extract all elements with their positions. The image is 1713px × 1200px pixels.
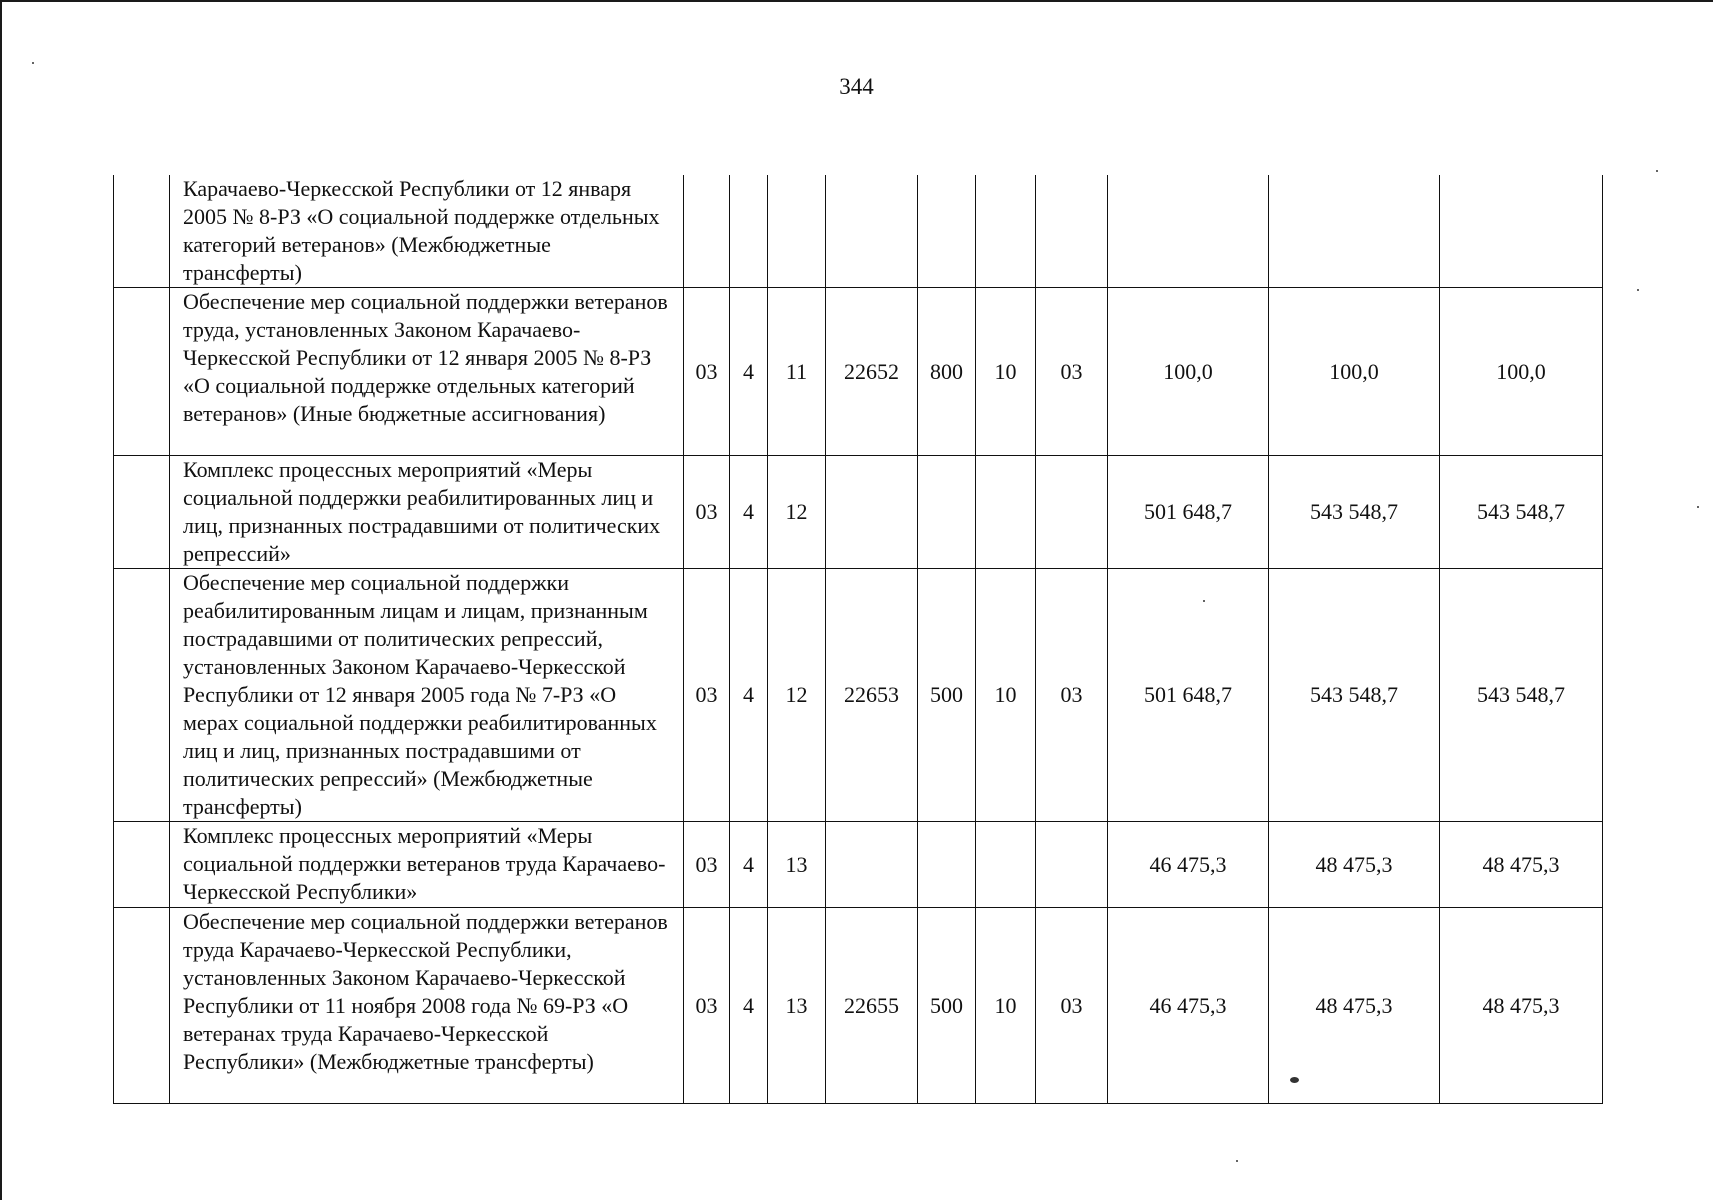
row-number-cell — [114, 456, 170, 569]
table-row — [114, 288, 1603, 456]
code-cell: 500 — [918, 908, 976, 1104]
amount-cell: 100,0 — [1269, 288, 1440, 456]
code-cell: 03 — [1036, 908, 1108, 1104]
code-cell: 03 — [684, 822, 730, 908]
amount-cell: 48 475,3 — [1269, 822, 1440, 908]
code-cell: 4 — [730, 288, 768, 456]
code-cell — [826, 822, 918, 908]
code-cell — [684, 175, 730, 288]
code-cell — [976, 822, 1036, 908]
row-number-cell — [114, 288, 170, 456]
amount-cell: 501 648,7 — [1108, 456, 1269, 569]
code-cell: 12 — [768, 569, 826, 822]
amount-cell — [1269, 175, 1440, 288]
code-cell: 4 — [730, 908, 768, 1104]
code-cell: 13 — [768, 908, 826, 1104]
code-cell: 22652 — [826, 288, 918, 456]
amount-cell: 100,0 — [1440, 288, 1603, 456]
code-cell — [768, 175, 826, 288]
row-number-cell — [114, 175, 170, 288]
scan-speck — [32, 62, 34, 64]
amount-cell: 543 548,7 — [1269, 456, 1440, 569]
code-cell: 03 — [684, 908, 730, 1104]
budget-table — [113, 175, 1603, 1104]
amount-cell: 543 548,7 — [1269, 569, 1440, 822]
code-cell — [1036, 822, 1108, 908]
row-name: Обеспечение мер социальной поддержки ветеранов труда, установленных Законом Карачаево-Черкесской Республики от 12 января 2005 № 8-РЗ «О социальной поддержке отдельных категорий ветеранов» (Иные бюджетные ассигнования) — [170, 288, 684, 456]
row-number-cell — [114, 822, 170, 908]
table-row — [114, 908, 1603, 1104]
code-cell: 10 — [976, 569, 1036, 822]
amount-cell: 543 548,7 — [1440, 569, 1603, 822]
row-name: Комплекс процессных мероприятий «Меры социальной поддержки ветеранов труда Карачаево-Черкесской Республики» — [170, 822, 684, 908]
code-cell: 4 — [730, 822, 768, 908]
code-cell: 10 — [976, 288, 1036, 456]
code-cell: 11 — [768, 288, 826, 456]
amount-cell: 46 475,3 — [1108, 822, 1269, 908]
scan-edge-top — [0, 0, 1713, 2]
code-cell: 03 — [1036, 288, 1108, 456]
code-cell: 03 — [684, 569, 730, 822]
amount-cell — [1440, 175, 1603, 288]
scan-speck — [1697, 506, 1699, 508]
amount-cell: 48 475,3 — [1269, 908, 1440, 1104]
scan-edge-left — [0, 0, 2, 1200]
code-cell: 4 — [730, 569, 768, 822]
code-cell — [918, 456, 976, 569]
table-row — [114, 822, 1603, 908]
code-cell: 03 — [684, 288, 730, 456]
code-cell — [826, 456, 918, 569]
code-cell: 12 — [768, 456, 826, 569]
code-cell: 10 — [976, 908, 1036, 1104]
code-cell: 800 — [918, 288, 976, 456]
amount-cell — [1108, 175, 1269, 288]
amount-cell: 501 648,7 — [1108, 569, 1269, 822]
code-cell: 500 — [918, 569, 976, 822]
code-cell — [730, 175, 768, 288]
amount-cell: 100,0 — [1108, 288, 1269, 456]
table-row — [114, 175, 1603, 288]
amount-cell: 46 475,3 — [1108, 908, 1269, 1104]
scan-speck — [1637, 289, 1639, 291]
page-number: 344 — [839, 74, 874, 99]
row-name: Комплекс процессных мероприятий «Меры социальной поддержки реабилитированных лиц и лиц, признанных пострадавшими от политических репрессий» — [170, 456, 684, 569]
code-cell: 03 — [684, 456, 730, 569]
code-cell — [918, 822, 976, 908]
scan-speck — [1656, 170, 1658, 172]
scan-speck — [1236, 1160, 1238, 1162]
row-name: Обеспечение мер социальной поддержки ветеранов труда Карачаево-Черкесской Республики, установленных Законом Карачаево-Черкесской Республики от 11 ноября 2008 года № 69-РЗ «О ветеранах труда Карачаево-Черкесской Республики» (Межбюджетные трансферты) — [170, 908, 684, 1104]
row-number-cell — [114, 569, 170, 822]
code-cell: 03 — [1036, 569, 1108, 822]
scan-speck — [1203, 600, 1205, 602]
code-cell — [826, 175, 918, 288]
code-cell — [1036, 456, 1108, 569]
row-name: Карачаево-Черкесской Республики от 12 января 2005 № 8-РЗ «О социальной поддержке отдельных категорий ветеранов» (Межбюджетные трансферты) — [170, 175, 684, 288]
code-cell: 22655 — [826, 908, 918, 1104]
amount-cell: 48 475,3 — [1440, 822, 1603, 908]
scan-speck — [1290, 1077, 1299, 1083]
code-cell: 4 — [730, 456, 768, 569]
row-name: Обеспечение мер социальной поддержки реабилитированным лицам и лицам, признанным пострадавшими от политических репрессий, установленных Законом Карачаево-Черкесской Республики от 12 января 2005 года № 7-РЗ «О мерах социальной поддержки реабилитированных лиц и лиц, признанных пострадавшими от политических репрессий» (Межбюджетные трансферты) — [170, 569, 684, 822]
row-number-cell — [114, 908, 170, 1104]
table-row — [114, 569, 1603, 822]
code-cell — [976, 175, 1036, 288]
code-cell: 13 — [768, 822, 826, 908]
table-row — [114, 456, 1603, 569]
amount-cell: 543 548,7 — [1440, 456, 1603, 569]
code-cell — [918, 175, 976, 288]
code-cell — [976, 456, 1036, 569]
code-cell — [1036, 175, 1108, 288]
amount-cell: 48 475,3 — [1440, 908, 1603, 1104]
code-cell: 22653 — [826, 569, 918, 822]
